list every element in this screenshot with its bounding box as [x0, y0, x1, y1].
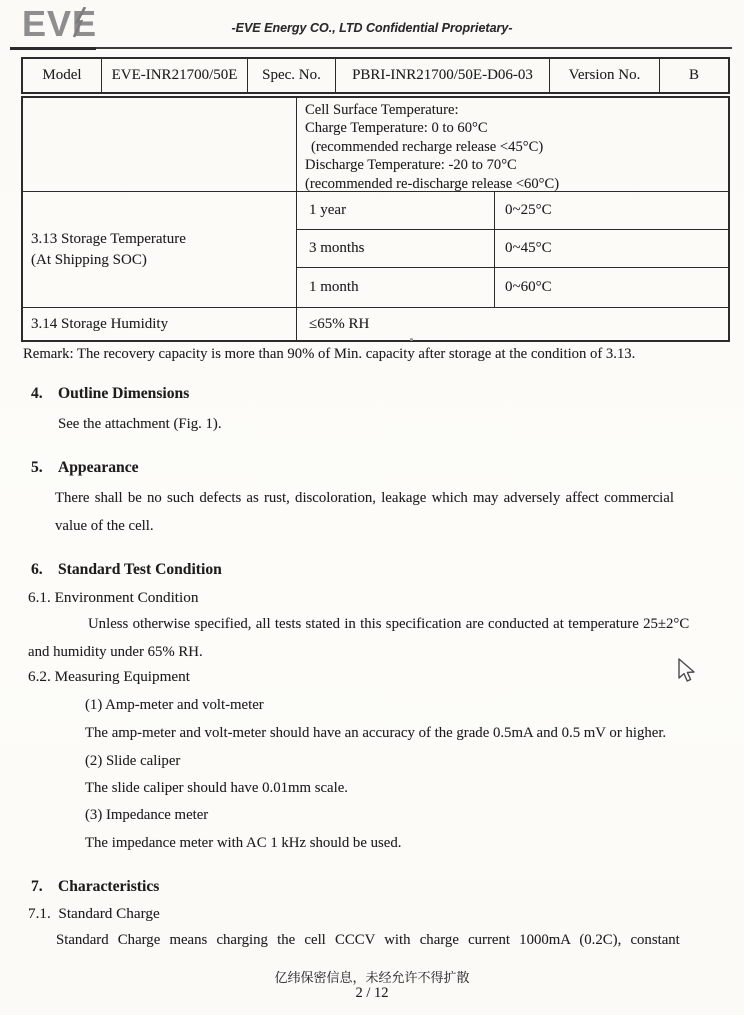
- section-5-body-line: There shall be no such defects as rust, discoloration, leakage which may adversely affect commercial: [55, 490, 674, 506]
- section-number: 7.: [31, 878, 43, 895]
- cell-surface-temperature-cell: [297, 98, 728, 192]
- section-6-1-heading: 6.1. Environment Condition: [28, 589, 199, 606]
- storage-conditions-table: [21, 96, 730, 342]
- section-title: Standard Test Condition: [58, 561, 222, 578]
- storage-humidity-label-cell: 3.14 Storage Humidity: [23, 308, 297, 340]
- cell-surface-line: (recommended re-discharge release <60°C): [305, 175, 560, 192]
- section-6-heading: [31, 561, 222, 579]
- storage-period-cell: 1 month: [297, 268, 495, 308]
- storage-temp-range-cell: 0~45°C: [495, 230, 728, 268]
- empty-label-cell: [23, 98, 297, 192]
- confidential-header: -EVE Energy CO., LTD Confidential Proprietary-: [231, 21, 513, 35]
- cell-surface-line: Cell Surface Temperature:: [305, 102, 459, 118]
- section-title: Appearance: [58, 459, 139, 476]
- storage-period-cell: 1 year: [297, 192, 495, 230]
- storage-period-cell: 3 months: [297, 230, 495, 268]
- storage-temp-range-cell: 0~25°C: [495, 192, 728, 230]
- model-label-cell: Model: [23, 59, 102, 92]
- spec-no-label-cell: Spec. No.: [248, 59, 336, 92]
- section-6-1-body-line: Unless otherwise specified, all tests stated in this specification are conducted at temperature 25±2°C: [88, 616, 690, 632]
- footer-confidential-text: 亿纬保密信息，未经允许不得扩散: [274, 970, 470, 985]
- section-5-heading: [31, 459, 139, 477]
- version-value-cell: B: [688, 67, 699, 83]
- storage-humidity-value-cell: ≤65% RH: [309, 315, 370, 332]
- section-4-heading: [31, 385, 189, 403]
- cell-surface-line: (recommended recharge release <45°C): [311, 138, 544, 155]
- storage-temp-range-cell: 0~60°C: [495, 268, 728, 308]
- section-number: 4.: [31, 385, 43, 402]
- spec-no-value-cell: PBRI-INR21700/50E-D06-03: [336, 59, 550, 92]
- section-5-body-line: value of the cell.: [55, 518, 154, 534]
- section-6-1-body-line: and humidity under 65% RH.: [28, 644, 203, 660]
- measuring-item-name: (3) Impedance meter: [85, 807, 209, 823]
- cursor-icon: [677, 658, 699, 686]
- model-value-cell: EVE-INR21700/50E: [102, 59, 248, 92]
- page-number: 2 / 12: [355, 985, 389, 1001]
- measuring-item-description: The amp-meter and volt-meter should have an accuracy of the grade 0.5mA and 0.5 mV or higher.: [85, 725, 667, 741]
- cell-surface-line: Discharge Temperature: -20 to 70°C: [305, 157, 517, 174]
- model-spec-table: [21, 57, 730, 94]
- measuring-item-description: The slide caliper should have 0.01mm scale.: [85, 780, 348, 796]
- storage-temperature-label-cell: [23, 192, 297, 308]
- eve-logo-text: EVE: [22, 3, 98, 44]
- storage-temperature-label-line2: (At Shipping SOC): [31, 251, 147, 268]
- scan-speck: [410, 338, 413, 341]
- measuring-item-name: (2) Slide caliper: [85, 753, 181, 769]
- measuring-item-name: (1) Amp-meter and volt-meter: [85, 697, 264, 713]
- measuring-item-description: The impedance meter with AC 1 kHz should be used.: [85, 835, 402, 851]
- section-7-heading: [31, 878, 159, 896]
- section-7-1-body: Standard Charge means charging the cell CCCV with charge current 1000mA (0.2C), constant: [56, 932, 680, 948]
- remark-text: Remark: The recovery capacity is more than 90% of Min. capacity after storage at the condition of 3.13.: [23, 346, 636, 362]
- section-number: 6.: [31, 561, 43, 578]
- section-7-1-heading: 7.1. Standard Charge: [28, 905, 160, 922]
- section-6-2-heading: 6.2. Measuring Equipment: [28, 668, 190, 685]
- cell-surface-line: Charge Temperature: 0 to 60°C: [305, 120, 488, 137]
- storage-temperature-label-line1: 3.13 Storage Temperature: [31, 230, 186, 247]
- version-label-cell: Version No.: [550, 59, 660, 92]
- section-title: Characteristics: [58, 878, 160, 895]
- section-title: Outline Dimensions: [58, 385, 190, 402]
- header-divider: [10, 47, 732, 49]
- section-number: 5.: [31, 459, 43, 476]
- section-4-body: See the attachment (Fig. 1).: [58, 416, 222, 432]
